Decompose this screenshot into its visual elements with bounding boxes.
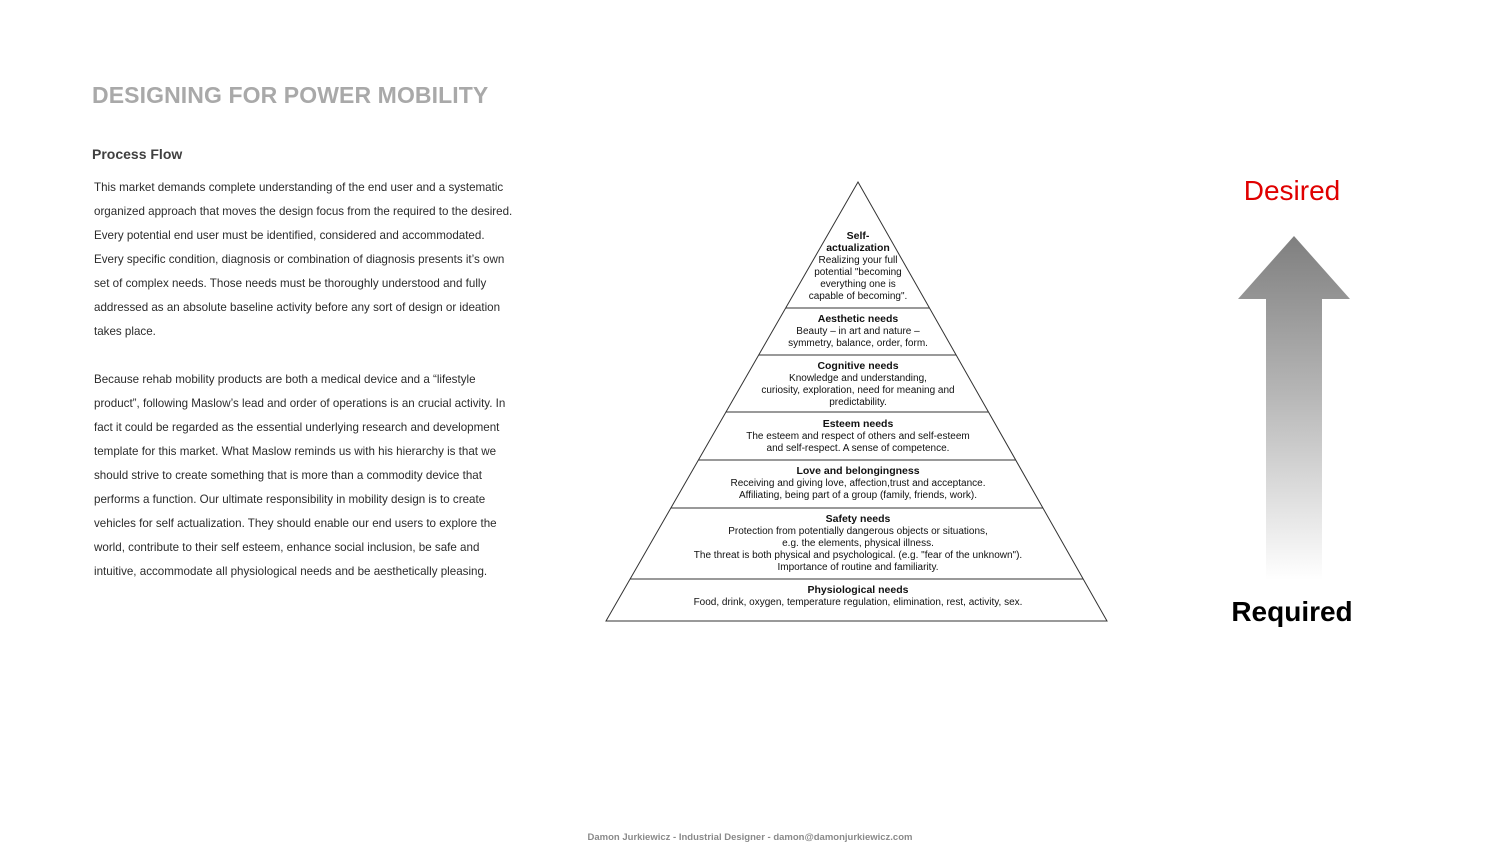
pyramid-tier-description: e.g. the elements, physical illness. — [782, 538, 934, 549]
pyramid-tier-title: actualization — [826, 242, 890, 254]
pyramid-tier-title: Physiological needs — [807, 584, 909, 596]
pyramid-tier-description: predictability. — [829, 397, 887, 408]
up-arrow-icon — [1236, 236, 1352, 580]
desired-label: Desired — [1243, 175, 1341, 206]
footer-credit: Damon Jurkiewicz - Industrial Designer - damon@damonjurkiewicz.com — [587, 832, 913, 843]
pyramid-tier-description: The threat is both physical and psychological. (e.g. "fear of the unknown"). — [693, 550, 1023, 561]
pyramid-tier-title: Self- — [846, 230, 870, 242]
pyramid-tier-description: Receiving and giving love, affection,trust and acceptance. — [730, 478, 986, 489]
pyramid-tier — [746, 418, 969, 454]
pyramid-tier-description: The esteem and respect of others and self-esteem — [746, 431, 970, 442]
pyramid-tier-description: Affiliating, being part of a group (family, friends, work). — [738, 490, 978, 501]
pyramid-tier-title: Aesthetic needs — [817, 313, 899, 325]
intro-paragraph: This market demands complete understanding of the end user and a systematic organized approach that moves the design focus from the required to the desired. Every potential end user must be identified, considered and accommodated. Every specific condition, diagnosis or combination of diagnosis presents it’s own set of complex needs. Those needs must be thoroughly understood and fully addressed as an absolute baseline activity before any sort of design or ideation takes place. — [94, 181, 513, 338]
pyramid-tier — [694, 584, 1023, 608]
pyramid-tier — [809, 230, 908, 302]
pyramid-tier-title: Esteem needs — [822, 418, 894, 430]
page-title: DESIGNING FOR POWER MOBILITY — [92, 82, 489, 108]
maslow-pyramid-diagram — [600, 178, 1112, 626]
pyramid-tier — [731, 465, 986, 501]
required-label: Required — [1231, 596, 1353, 627]
pyramid-tier-description: Protection from potentially dangerous objects or situations, — [728, 526, 988, 537]
section-subtitle: Process Flow — [92, 146, 183, 162]
pyramid-tier-description: curiosity, exploration, need for meaning and — [761, 385, 955, 396]
pyramid-tier-description: everything one is — [820, 279, 896, 290]
pyramid-tier-title: Love and belongingness — [796, 465, 920, 477]
pyramid-tier-description: Realizing your full — [818, 255, 898, 266]
pyramid-tier-description: Food, drink, oxygen, temperature regulation, elimination, rest, activity, sex. — [693, 597, 1023, 608]
pyramid-tier-description: potential "becoming — [814, 267, 902, 278]
pyramid-tier-description: Knowledge and understanding, — [789, 373, 927, 384]
pyramid-tier — [761, 360, 954, 408]
maslow-paragraph: Because rehab mobility products are both a medical device and a “lifestyle product”, following Maslow’s lead and order of operations is an crucial activity. In fact it could be regarded as the essential underlying research and development template for this market. What Maslow reminds us with his hierarchy is that we should strive to create something that is more than a commodity device that performs a function. Our ultimate responsibility in mobility design is to create vehicles for self actualization. They should enable our end users to explore the world, contribute to their self esteem, enhance social inclusion, be safe and intuitive, accommodate all physiological needs and be aesthetically pleasing. — [94, 373, 506, 578]
pyramid-tier-description: and self-respect. A sense of competence. — [766, 443, 950, 454]
pyramid-tier — [694, 513, 1022, 573]
pyramid-tier-description: capable of becoming". — [808, 291, 908, 302]
pyramid-tier-description: Importance of routine and familiarity. — [777, 562, 939, 573]
pyramid-tier-description: symmetry, balance, order, form. — [788, 338, 928, 349]
pyramid-tier-title: Cognitive needs — [817, 360, 899, 372]
pyramid-tier-title: Safety needs — [825, 513, 891, 525]
pyramid-tier-description: Beauty – in art and nature – — [796, 326, 920, 337]
pyramid-tier — [788, 313, 928, 349]
